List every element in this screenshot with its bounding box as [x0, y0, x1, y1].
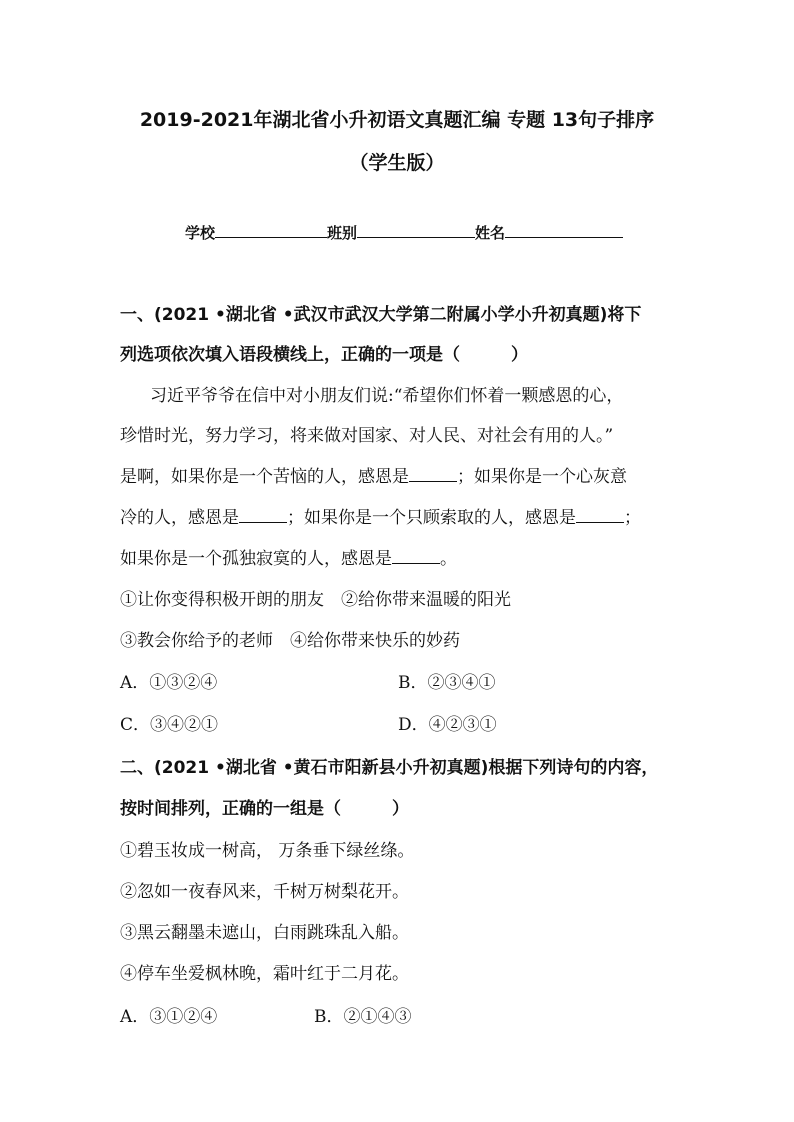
name-label: 姓名 [475, 224, 506, 242]
q1-stem-line2: 列选项依次填入语段横线上，正确的一项是（ ） [120, 345, 528, 365]
q1-option-d: D．④②③① [398, 715, 497, 735]
answer-blank [392, 547, 440, 564]
q2-stem-line1: 二、(2021 •湖北省 •黄石市阳新县小升初真题)根据下列诗句的内容， [120, 758, 659, 778]
q1-passage-text: 。 [440, 549, 457, 569]
q1-option-c: C．③④②① [120, 715, 219, 735]
q1-passage-line5 [120, 544, 457, 569]
school-blank [215, 222, 327, 238]
q1-passage-line3 [120, 462, 627, 487]
school-label: 学校 [185, 224, 216, 242]
page-title: 2019-2021年湖北省小升初语文真题汇编 专题 13句子排序 [139, 109, 655, 131]
answer-blank [239, 506, 287, 523]
q2-item-3: ③黑云翻墨未遮山，白雨跳珠乱入船。 [120, 923, 409, 943]
class-label: 班别 [327, 224, 358, 242]
q1-passage-text: ； [624, 508, 641, 528]
q2-item-2: ②忽如一夜春风来，千树万树梨花开。 [120, 882, 409, 902]
q1-passage-text: 如果你是一个孤独寂寞的人，感恩是 [120, 549, 392, 569]
q1-passage-line4 [120, 503, 641, 528]
q2-option-a: A．③①②④ [120, 1007, 218, 1027]
name-blank [505, 222, 623, 238]
q1-option-b: B．②③④① [398, 673, 496, 693]
q2-item-1: ①碧玉妆成一树高， 万条垂下绿丝绦。 [120, 841, 415, 861]
q2-stem-line2: 按时间排列，正确的一组是（ ） [120, 799, 409, 819]
q1-option-a: A．①③②④ [120, 673, 218, 693]
q1-stem-line1: 一、(2021 •湖北省 •武汉市武汉大学第二附属小学小升初真题)将下 [120, 305, 642, 325]
q1-passage-line2: 珍惜时光，努力学习，将来做对国家、对人民、对社会有用的人。” [120, 426, 614, 446]
class-blank [357, 222, 475, 238]
q2-item-4: ④停车坐爱枫林晚，霜叶红于二月花。 [120, 964, 409, 984]
q1-passage-line1: 习近平爷爷在信中对小朋友们说:“希望你们怀着一颗感恩的心， [150, 386, 624, 406]
q1-passage-text: 是啊，如果你是一个苦恼的人，感恩是 [120, 467, 409, 487]
answer-blank [576, 506, 624, 523]
q1-passage-text: ；如果你是一个心灰意 [457, 467, 627, 487]
q1-passage-text: 冷的人，感恩是 [120, 508, 239, 528]
q1-items-line1: ①让你变得积极开朗的朋友 ②给你带来温暖的阳光 [120, 590, 511, 610]
q1-passage-text: ；如果你是一个只顾索取的人，感恩是 [287, 508, 576, 528]
page-subtitle: （学生版） [349, 152, 445, 174]
q1-items-line2: ③教会你给予的老师 ④给你带来快乐的妙药 [120, 631, 460, 651]
answer-blank [409, 465, 457, 482]
student-info-row [185, 222, 623, 243]
q2-option-b: B．②①④③ [314, 1007, 412, 1027]
